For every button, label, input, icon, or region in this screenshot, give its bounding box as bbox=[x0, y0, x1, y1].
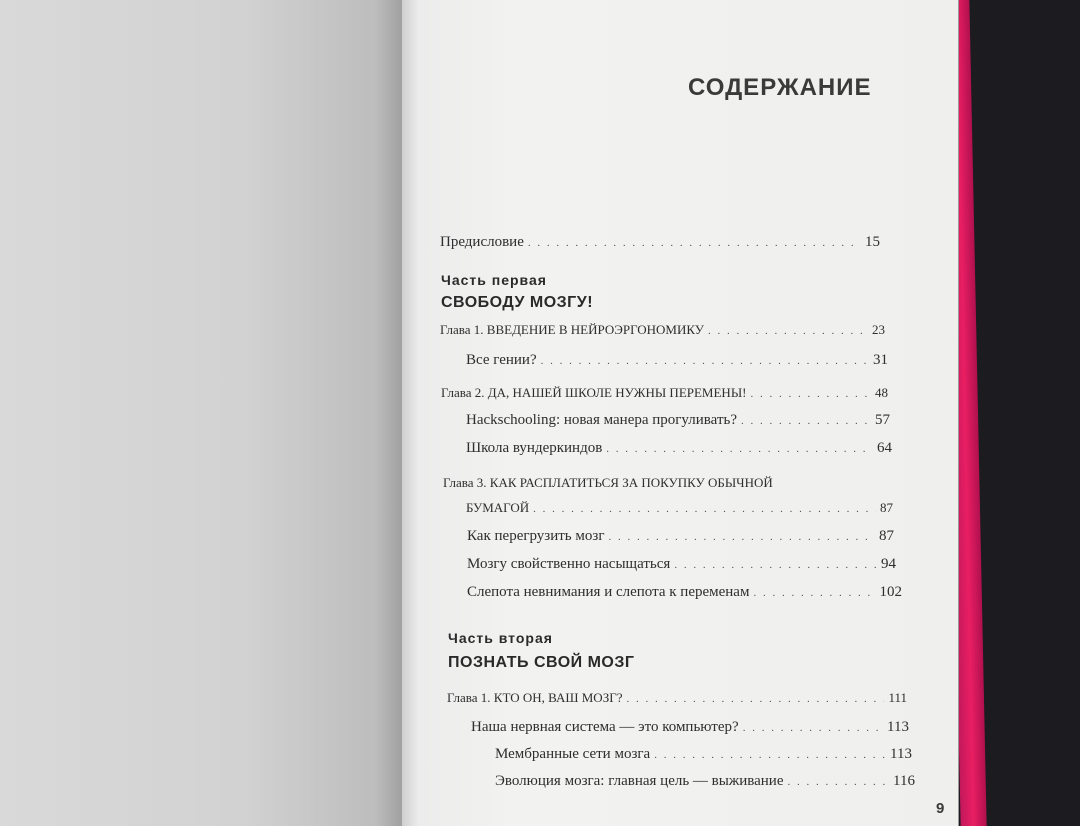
entry-text: Как перегрузить мозг bbox=[467, 528, 605, 544]
entry-page: 116 bbox=[893, 773, 915, 789]
entry-text: Мембранные сети мозга bbox=[495, 746, 651, 762]
toc-chapter bbox=[440, 322, 885, 338]
toc-section bbox=[466, 352, 888, 369]
entry-text: Школа вундеркиндов bbox=[466, 440, 603, 456]
entry-text: Мозгу свойственно насыщаться bbox=[467, 556, 671, 572]
toc-section bbox=[466, 440, 892, 457]
toc-section bbox=[495, 746, 912, 763]
dot-leader bbox=[708, 322, 868, 338]
part-title: СВОБОДУ МОЗГУ! bbox=[441, 294, 594, 311]
entry-page: 111 bbox=[888, 690, 907, 705]
entry-text: Глава 1. ВВЕДЕНИЕ В НЕЙРОЭРГОНОМИКУ bbox=[440, 322, 704, 337]
toc-title: СОДЕРЖАНИЕ bbox=[688, 74, 872, 101]
dot-leader bbox=[674, 556, 877, 573]
entry-text: Наша нервная система — это компьютер? bbox=[471, 719, 739, 735]
toc-entry-preface bbox=[440, 234, 880, 251]
toc-section bbox=[495, 773, 915, 790]
entry-page: 15 bbox=[865, 234, 880, 250]
toc-section bbox=[471, 719, 909, 736]
dot-leader bbox=[606, 440, 873, 457]
part-title: ПОЗНАТЬ СВОЙ МОЗГ bbox=[448, 654, 635, 671]
toc-chapter bbox=[447, 690, 907, 706]
entry-page: 87 bbox=[879, 528, 894, 544]
entry-text: БУМАГОЙ bbox=[466, 500, 530, 515]
toc-section bbox=[466, 412, 890, 429]
entry-page: 64 bbox=[877, 440, 892, 456]
dot-leader bbox=[541, 352, 869, 369]
entry-page: 57 bbox=[875, 412, 890, 428]
entry-text: Предисловие bbox=[440, 234, 524, 250]
entry-page: 23 bbox=[872, 322, 885, 337]
entry-page: 48 bbox=[875, 385, 888, 400]
bleed-through-text bbox=[248, 116, 408, 132]
entry-text: Глава 2. ДА, НАШЕЙ ШКОЛЕ НУЖНЫ ПЕРЕМЕНЫ! bbox=[441, 385, 747, 400]
entry-text: Глава 1. КТО ОН, ВАШ МОЗГ? bbox=[447, 690, 623, 705]
dot-leader bbox=[741, 412, 871, 429]
entry-text: Слепота невнимания и слепота к переменам bbox=[467, 584, 750, 600]
part-label: Часть первая bbox=[441, 272, 547, 288]
entry-text: Эволюция мозга: главная цель — выживание bbox=[495, 773, 784, 789]
toc-chapter-line2 bbox=[466, 500, 893, 516]
dot-leader bbox=[608, 528, 875, 545]
entry-page: 94 bbox=[881, 556, 896, 572]
left-page bbox=[0, 0, 404, 826]
toc-section bbox=[467, 556, 896, 573]
entry-page: 113 bbox=[887, 719, 909, 735]
toc-section bbox=[467, 584, 902, 601]
dot-leader bbox=[528, 234, 861, 251]
entry-page: 31 bbox=[873, 352, 888, 368]
entry-page: 113 bbox=[890, 746, 912, 762]
dot-leader bbox=[743, 719, 883, 736]
dot-leader bbox=[654, 746, 886, 763]
entry-page: 102 bbox=[879, 584, 902, 600]
dot-leader bbox=[751, 385, 872, 401]
entry-text: Глава 3. КАК РАСПЛАТИТЬСЯ ЗА ПОКУПКУ ОБЫЧНОЙ bbox=[443, 475, 773, 490]
dot-leader bbox=[533, 500, 876, 516]
page-number: 9 bbox=[936, 800, 945, 817]
toc-chapter bbox=[441, 385, 888, 401]
entry-page: 87 bbox=[880, 500, 893, 515]
toc-section bbox=[467, 528, 894, 545]
entry-text: Hackschooling: новая манера прогуливать? bbox=[466, 412, 737, 428]
dot-leader bbox=[753, 584, 875, 601]
entry-text: Все гении? bbox=[466, 352, 537, 368]
part-label: Часть вторая bbox=[448, 630, 553, 646]
dot-leader bbox=[788, 773, 890, 790]
dot-leader bbox=[627, 690, 885, 706]
toc-chapter-line1 bbox=[443, 475, 863, 491]
